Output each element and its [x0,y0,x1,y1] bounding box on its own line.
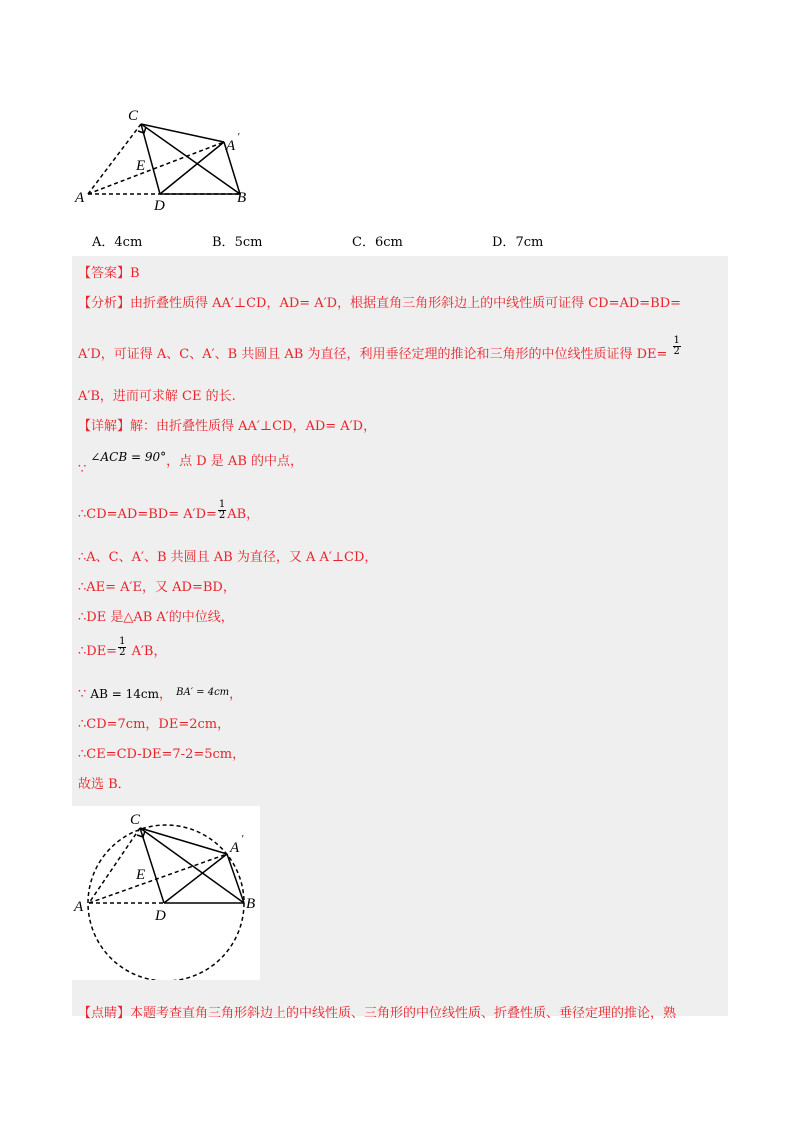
fraction-denominator: 2 [218,510,226,521]
detail-line-6 [78,606,234,625]
comment-text: 本题考查直角三角形斜边上的中线性质、三角形的中位线性质、折叠性质、垂径定理的推论，熟 [130,1006,677,1021]
label-c: C [128,108,139,124]
option-a[interactable] [92,231,142,250]
geometry-figure-1 [70,100,270,215]
option-value: 7cm [515,235,544,250]
analysis-line-1 [78,292,681,311]
analysis-text-2: A′D，可证得 A、C、A′、B 共圆且 AB 为直径，利用垂径定理的推论和三角形的中位线性质证得 DE= [78,347,668,362]
detail-line-9 [78,713,230,732]
label-d: D [155,908,166,924]
analysis-line-3 [78,385,236,404]
detail-text-7a: ∴DE= [78,644,118,659]
detail-text-1: 解：由折叠性质得 AA′⊥CD，AD= A′D， [130,419,377,434]
answer-value: B [130,266,140,281]
detail-text-3b: AB， [227,507,260,522]
option-c[interactable] [352,231,403,250]
analysis-text-3: A′B，进而可求解 CE 的长. [78,389,236,404]
detail-line-7 [78,636,167,662]
label-a: A [74,899,84,915]
label-b: B [237,190,247,206]
option-d[interactable] [492,231,543,250]
fraction-denominator: 2 [119,647,126,658]
detail-text-6: ∴DE 是△AB A′的中位线， [78,610,234,625]
fraction-half [673,336,681,357]
label-b: B [246,896,256,912]
analysis-tag: 【分析】 [78,296,131,311]
detail-line-4 [78,546,377,565]
angle-acb-formula: ∠ACB = 90° [90,450,167,464]
detail-text-11: 故选 B． [78,777,131,792]
option-letter: C． [352,235,375,250]
detail-line-3 [78,499,260,525]
option-value: 5cm [234,235,263,250]
option-letter: A． [92,235,115,250]
segment-ca-dashed [89,828,140,903]
analysis-text-1: 由折叠性质得 AA′⊥CD，AD= A′D，根据直角三角形斜边上的中线性质可证得 CD=AD=BD= [130,296,682,311]
option-b[interactable] [212,231,262,250]
segment-aa-prime-dashed [89,854,227,903]
detail-text-7b: A′B， [127,644,167,659]
label-prime-mark: ′ [241,833,244,845]
label-a-prime: A [226,138,236,154]
geometry-figure-2 [72,806,260,980]
fraction-numerator: 1 [673,335,680,346]
label-d: D [154,198,165,214]
detail-line-10 [78,743,245,762]
detail-line-8 [78,683,242,702]
segment-cb [140,828,244,903]
option-letter: B． [212,235,235,250]
detail-line-11 [78,773,131,792]
fraction-half [118,637,126,658]
segment-d-a-prime [160,142,224,194]
ba-prime-length-formula: BA′ = 4cm [176,687,230,698]
detail-text-10: ∴CE=CD-DE=7-2=5cm， [78,747,246,762]
answer-tag: 【答案】 [78,266,131,281]
detail-tag: 【详解】 [78,419,131,434]
fraction-numerator: 1 [218,499,226,510]
detail-line-2 [78,450,304,477]
detail-text-3a: ∴CD=AD=BD= A′D= [78,507,217,522]
detail-text-2: ，点 D 是 AB 的中点， [166,454,304,469]
fraction-half [218,500,226,521]
segment-d-a-prime [164,854,227,903]
segment-a-prime-b [227,854,244,903]
separator: ， [158,687,172,702]
detail-text-4: ∴A、C、A′、B 共圆且 AB 为直径，又 A A′⊥CD， [78,550,378,565]
segment-ca-prime [140,828,227,854]
fraction-denominator: 2 [673,346,680,357]
detail-text-5: ∴AE= A′E，又 AD=BD， [78,580,236,595]
fraction-numerator: 1 [119,636,126,647]
label-prime-mark: ′ [237,131,240,143]
label-a-prime: A [230,840,240,856]
analysis-line-2 [78,335,682,365]
label-e: E [136,158,146,174]
comment-line [78,1002,676,1021]
option-value: 6cm [374,235,403,250]
ab-length-formula: AB = 14cm [90,687,159,701]
label-c: C [130,812,141,828]
label-a: A [75,190,85,206]
answer-line [78,262,140,281]
detail-text-9: ∴CD=7cm，DE=2cm， [78,717,231,732]
because-symbol: ∵ [78,462,87,477]
option-value: 4cm [114,235,143,250]
detail-line-1 [78,415,376,434]
separator: ， [229,687,243,702]
because-symbol: ∵ [78,687,87,702]
label-e: E [136,867,146,883]
option-letter: D． [492,235,516,250]
comment-tag: 【点睛】 [78,1006,131,1021]
detail-line-5 [78,576,236,595]
segment-cd [140,828,164,903]
